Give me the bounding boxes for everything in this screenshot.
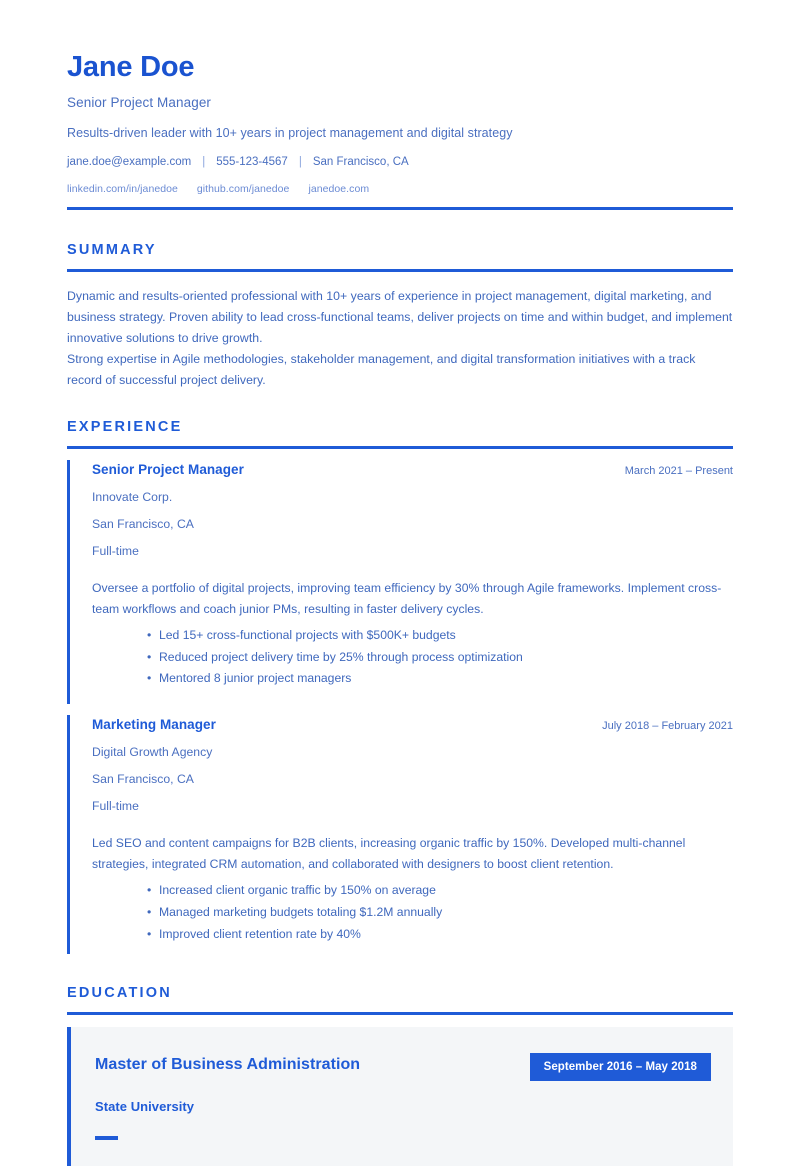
section-experience <box>67 419 733 955</box>
experience-list <box>67 449 733 955</box>
summary-paragraph: Dynamic and results-oriented professional with 10+ years of experience in project management, digital marketing, and business strategy. Proven ability to lead cross-functional teams, deliver projects on time and within budget, and implement innovative solutions to drive growth. <box>67 288 733 346</box>
experience-bullet-list <box>92 880 733 946</box>
education-accent-dash <box>95 1136 118 1140</box>
link-linkedin[interactable]: linkedin.com/in/janedoe <box>67 182 178 195</box>
experience-role: Senior Project Manager <box>92 461 244 477</box>
experience-description: Led SEO and content campaigns for B2B clients, increasing organic traffic by 150%. Developed multi-channel strategies, integrated CRM automation, and collaborated with designers to boost client retention. <box>92 836 686 872</box>
links-row <box>67 183 733 195</box>
experience-bullet-list <box>92 625 733 691</box>
experience-bullet: • Improved client retention rate by 40% <box>147 924 733 946</box>
experience-location: San Francisco, CA <box>92 516 194 531</box>
section-heading-experience: EXPERIENCE <box>67 418 183 435</box>
experience-role: Marketing Manager <box>92 717 216 733</box>
experience-bullet: • Managed marketing budgets totaling $1.2M annually <box>147 902 733 924</box>
education-item <box>67 1027 733 1166</box>
section-heading-education: EDUCATION <box>67 985 172 1002</box>
contact-row <box>67 156 733 168</box>
section-summary <box>67 242 733 392</box>
experience-item <box>67 460 733 705</box>
candidate-title: Senior Project Manager <box>67 94 212 110</box>
education-list <box>67 1015 733 1166</box>
section-education <box>67 985 733 1166</box>
link-github[interactable]: github.com/janedoe <box>196 182 290 195</box>
section-heading-summary: SUMMARY <box>67 241 157 258</box>
summary-body <box>67 272 733 392</box>
education-school: State University <box>95 1099 195 1115</box>
experience-item <box>67 715 733 954</box>
contact-location: San Francisco, CA <box>312 155 409 168</box>
experience-company: Innovate Corp. <box>92 489 173 504</box>
education-item-header <box>95 1053 711 1081</box>
candidate-tagline: Results-driven leader with 10+ years in project management and digital strategy <box>67 125 513 140</box>
contact-phone[interactable]: 555-123-4567 <box>216 155 288 168</box>
contact-separator: | <box>298 155 302 168</box>
experience-description: Oversee a portfolio of digital projects, improving team efficiency by 30% through Agile frameworks. Implement cross-team workflows and coach junior PMs, resulting in faster delivery cycles. <box>92 580 722 616</box>
experience-company: Digital Growth Agency <box>92 745 213 760</box>
experience-bullet: • Led 15+ cross-functional projects with $500K+ budgets <box>147 625 733 647</box>
link-website[interactable]: janedoe.com <box>308 182 370 195</box>
summary-paragraph: Strong expertise in Agile methodologies, stakeholder management, and digital transformation initiatives with a track record of successful project delivery. <box>67 352 696 388</box>
education-date-badge: September 2016 – May 2018 <box>530 1053 711 1081</box>
experience-bullet: • Reduced project delivery time by 25% through process optimization <box>147 647 733 669</box>
experience-dates: July 2018 – February 2021 <box>602 720 733 733</box>
education-degree: Master of Business Administration <box>95 1056 361 1074</box>
experience-bullet: • Increased client organic traffic by 150% on average <box>147 880 733 902</box>
experience-dates: March 2021 – Present <box>624 464 733 477</box>
header-divider <box>67 207 733 210</box>
experience-item-header <box>92 462 733 477</box>
resume-header <box>67 52 733 220</box>
experience-bullet: • Mentored 8 junior project managers <box>147 668 733 690</box>
experience-employment-type: Full-time <box>92 799 139 814</box>
contact-separator: | <box>202 155 206 168</box>
experience-item-header <box>92 717 733 732</box>
candidate-name: Jane Doe <box>67 51 195 83</box>
experience-employment-type: Full-time <box>92 543 139 558</box>
experience-location: San Francisco, CA <box>92 772 194 787</box>
contact-email[interactable]: jane.doe@example.com <box>67 155 192 168</box>
